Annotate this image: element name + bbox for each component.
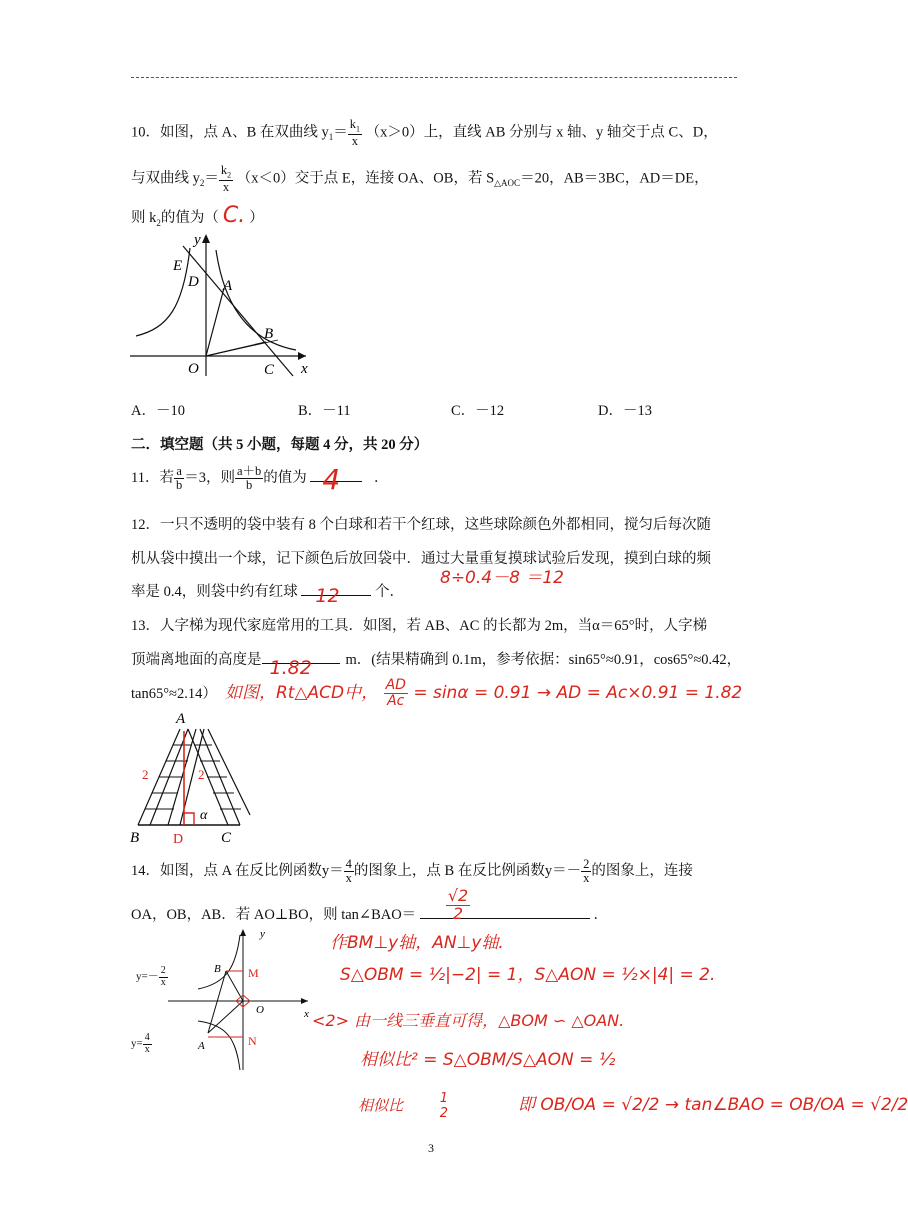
q13-line2: 顶端离地面的高度是 1.82 m．(结果精确到 0.1m，参考依据：sin65°≈0.91，cos65°≈0.42， bbox=[131, 652, 742, 679]
q14-y-axis-label: y bbox=[260, 928, 265, 940]
q12-work: 8÷0.4－8 ＝12 bbox=[440, 568, 564, 588]
q13-answer: 1.82 bbox=[269, 657, 312, 679]
q14-line1: 14．如图，点 A 在反比例函数y＝ $\frac{4}{x}$ 的图象上，点 B 在反比例函数y＝－ $\frac{2}{x}$ 的图象上，连接 bbox=[131, 857, 693, 886]
label-x: x bbox=[301, 361, 308, 377]
q13-line3: tan65°≈2.14） bbox=[131, 686, 217, 702]
label-y: y bbox=[194, 232, 201, 248]
q10-option-c: C．－12 bbox=[451, 403, 505, 419]
q12-line1: 12．一只不透明的袋中装有 8 个白球和若干个红球，这些球除颜色外都相同，搅匀后每次随 bbox=[131, 517, 711, 533]
q12-line3: 率是 0.4，则袋中约有红球 12 个． bbox=[131, 584, 404, 607]
q10-line1: 10．如图，点 A、B 在双曲线 $y_1=$ $\frac{k_1}{x}$ （x＞0）上，直线 AB 分别与 x 轴、y 轴交于点 C、D， bbox=[131, 117, 718, 148]
ladder-len-mid: 2 bbox=[198, 767, 205, 782]
q11-line: 11．若 $\frac{a}{b}$ ＝3，则 $\frac{a+b}{b}$ 的值为 4 ． bbox=[131, 462, 389, 496]
q14-B: B bbox=[214, 963, 221, 975]
q14-M: M bbox=[248, 966, 259, 980]
q14-work-line5: 相似比 1 2 bbox=[358, 1091, 449, 1121]
header-rule bbox=[131, 77, 737, 78]
ladder-label-B: B bbox=[130, 830, 140, 846]
label-A: A bbox=[223, 278, 233, 294]
section-heading: 二．填空题（共 5 小题，每题 4 分，共 20 分） bbox=[131, 437, 429, 453]
ladder-alpha: α bbox=[200, 808, 208, 823]
q14-line2: OA，OB，AB．若 AO⊥BO，则 tan∠BAO＝ $\frac{√2}{2}$ ． bbox=[131, 886, 608, 923]
q10-option-a: A．－10 bbox=[131, 403, 185, 419]
q12-blank bbox=[301, 585, 371, 607]
label-B: B bbox=[264, 326, 274, 342]
q14-blank bbox=[420, 886, 590, 923]
q14-graph bbox=[128, 925, 318, 1075]
q14-work-line3: <2> 由一线三垂直可得，△BOM ∽ △OAN. bbox=[312, 1011, 625, 1030]
q14-N: N bbox=[248, 1034, 257, 1048]
label-D: D bbox=[188, 274, 199, 290]
label-O: O bbox=[188, 361, 199, 377]
q13-ladder-figure bbox=[128, 705, 260, 845]
ladder-len-left: 2 bbox=[142, 767, 149, 782]
q13-blank bbox=[262, 657, 340, 679]
q14-work-line4: 相似比² = S△OBM/S△AON = ½ bbox=[360, 1050, 616, 1070]
q13-work: 如图，Rt△ACD中， $\frac{AD}{Ac}$ = sinα = 0.91 → AD = Ac×0.91 = 1.82 bbox=[225, 677, 743, 709]
q10-graph bbox=[128, 228, 318, 380]
q14-x-axis-label: x bbox=[304, 1008, 309, 1020]
ladder-label-A: A bbox=[176, 711, 186, 727]
q14-A: A bbox=[198, 1040, 205, 1052]
q14-work-line2: S△OBM = ½|−2| = 1，S△AON = ½×|4| = 2. bbox=[340, 965, 716, 985]
q14-work-line6: 即 OB/OA = √2/2 → tan∠BAO = OB/OA = √2/2 bbox=[518, 1095, 908, 1115]
label-E: E bbox=[173, 258, 183, 274]
q12-answer: 12 bbox=[315, 585, 340, 607]
q11-blank bbox=[310, 462, 362, 496]
q11-answer: 4 bbox=[322, 462, 341, 496]
q12-line2: 机从袋中摸出一个球，记下颜色后放回袋中．通过大量重复摸球试验后发现，摸到白球的频 bbox=[131, 551, 711, 567]
q14-curve2-label: y= $\frac{4}{x}$ bbox=[131, 1032, 150, 1055]
q10-answer: C. bbox=[222, 203, 246, 228]
page-number: 3 bbox=[428, 1141, 434, 1155]
q13-line1: 13．人字梯为现代家庭常用的工具．如图，若 AB、AC 的长都为 2m，当α＝65°时，人字梯 bbox=[131, 618, 708, 634]
q14-work-line1: 作BM⊥y轴，AN⊥y轴. bbox=[330, 933, 504, 953]
q10-line2: 与双曲线 $y_2=$ $\frac{k_2}{x}$ （x＜0）交于点 E，连接 OA、OB，若 $S_{\triangle AOC}=20$，AB＝3BC，AD＝DE， bbox=[131, 163, 709, 194]
q10-line3: 则 $k_2$的值为（ C. ） bbox=[131, 203, 264, 228]
q10-option-b: B．－11 bbox=[298, 403, 351, 419]
q14-answer: $\frac{√2}{2}$ bbox=[447, 886, 469, 923]
q14-O: O bbox=[256, 1004, 264, 1016]
ladder-label-C: C bbox=[221, 830, 232, 846]
q14-curve1-label: y=－ $\frac{2}{x}$ bbox=[136, 965, 166, 988]
label-C: C bbox=[264, 362, 275, 378]
ladder-label-D: D bbox=[173, 832, 184, 847]
q10-option-d: D．－13 bbox=[598, 403, 652, 419]
